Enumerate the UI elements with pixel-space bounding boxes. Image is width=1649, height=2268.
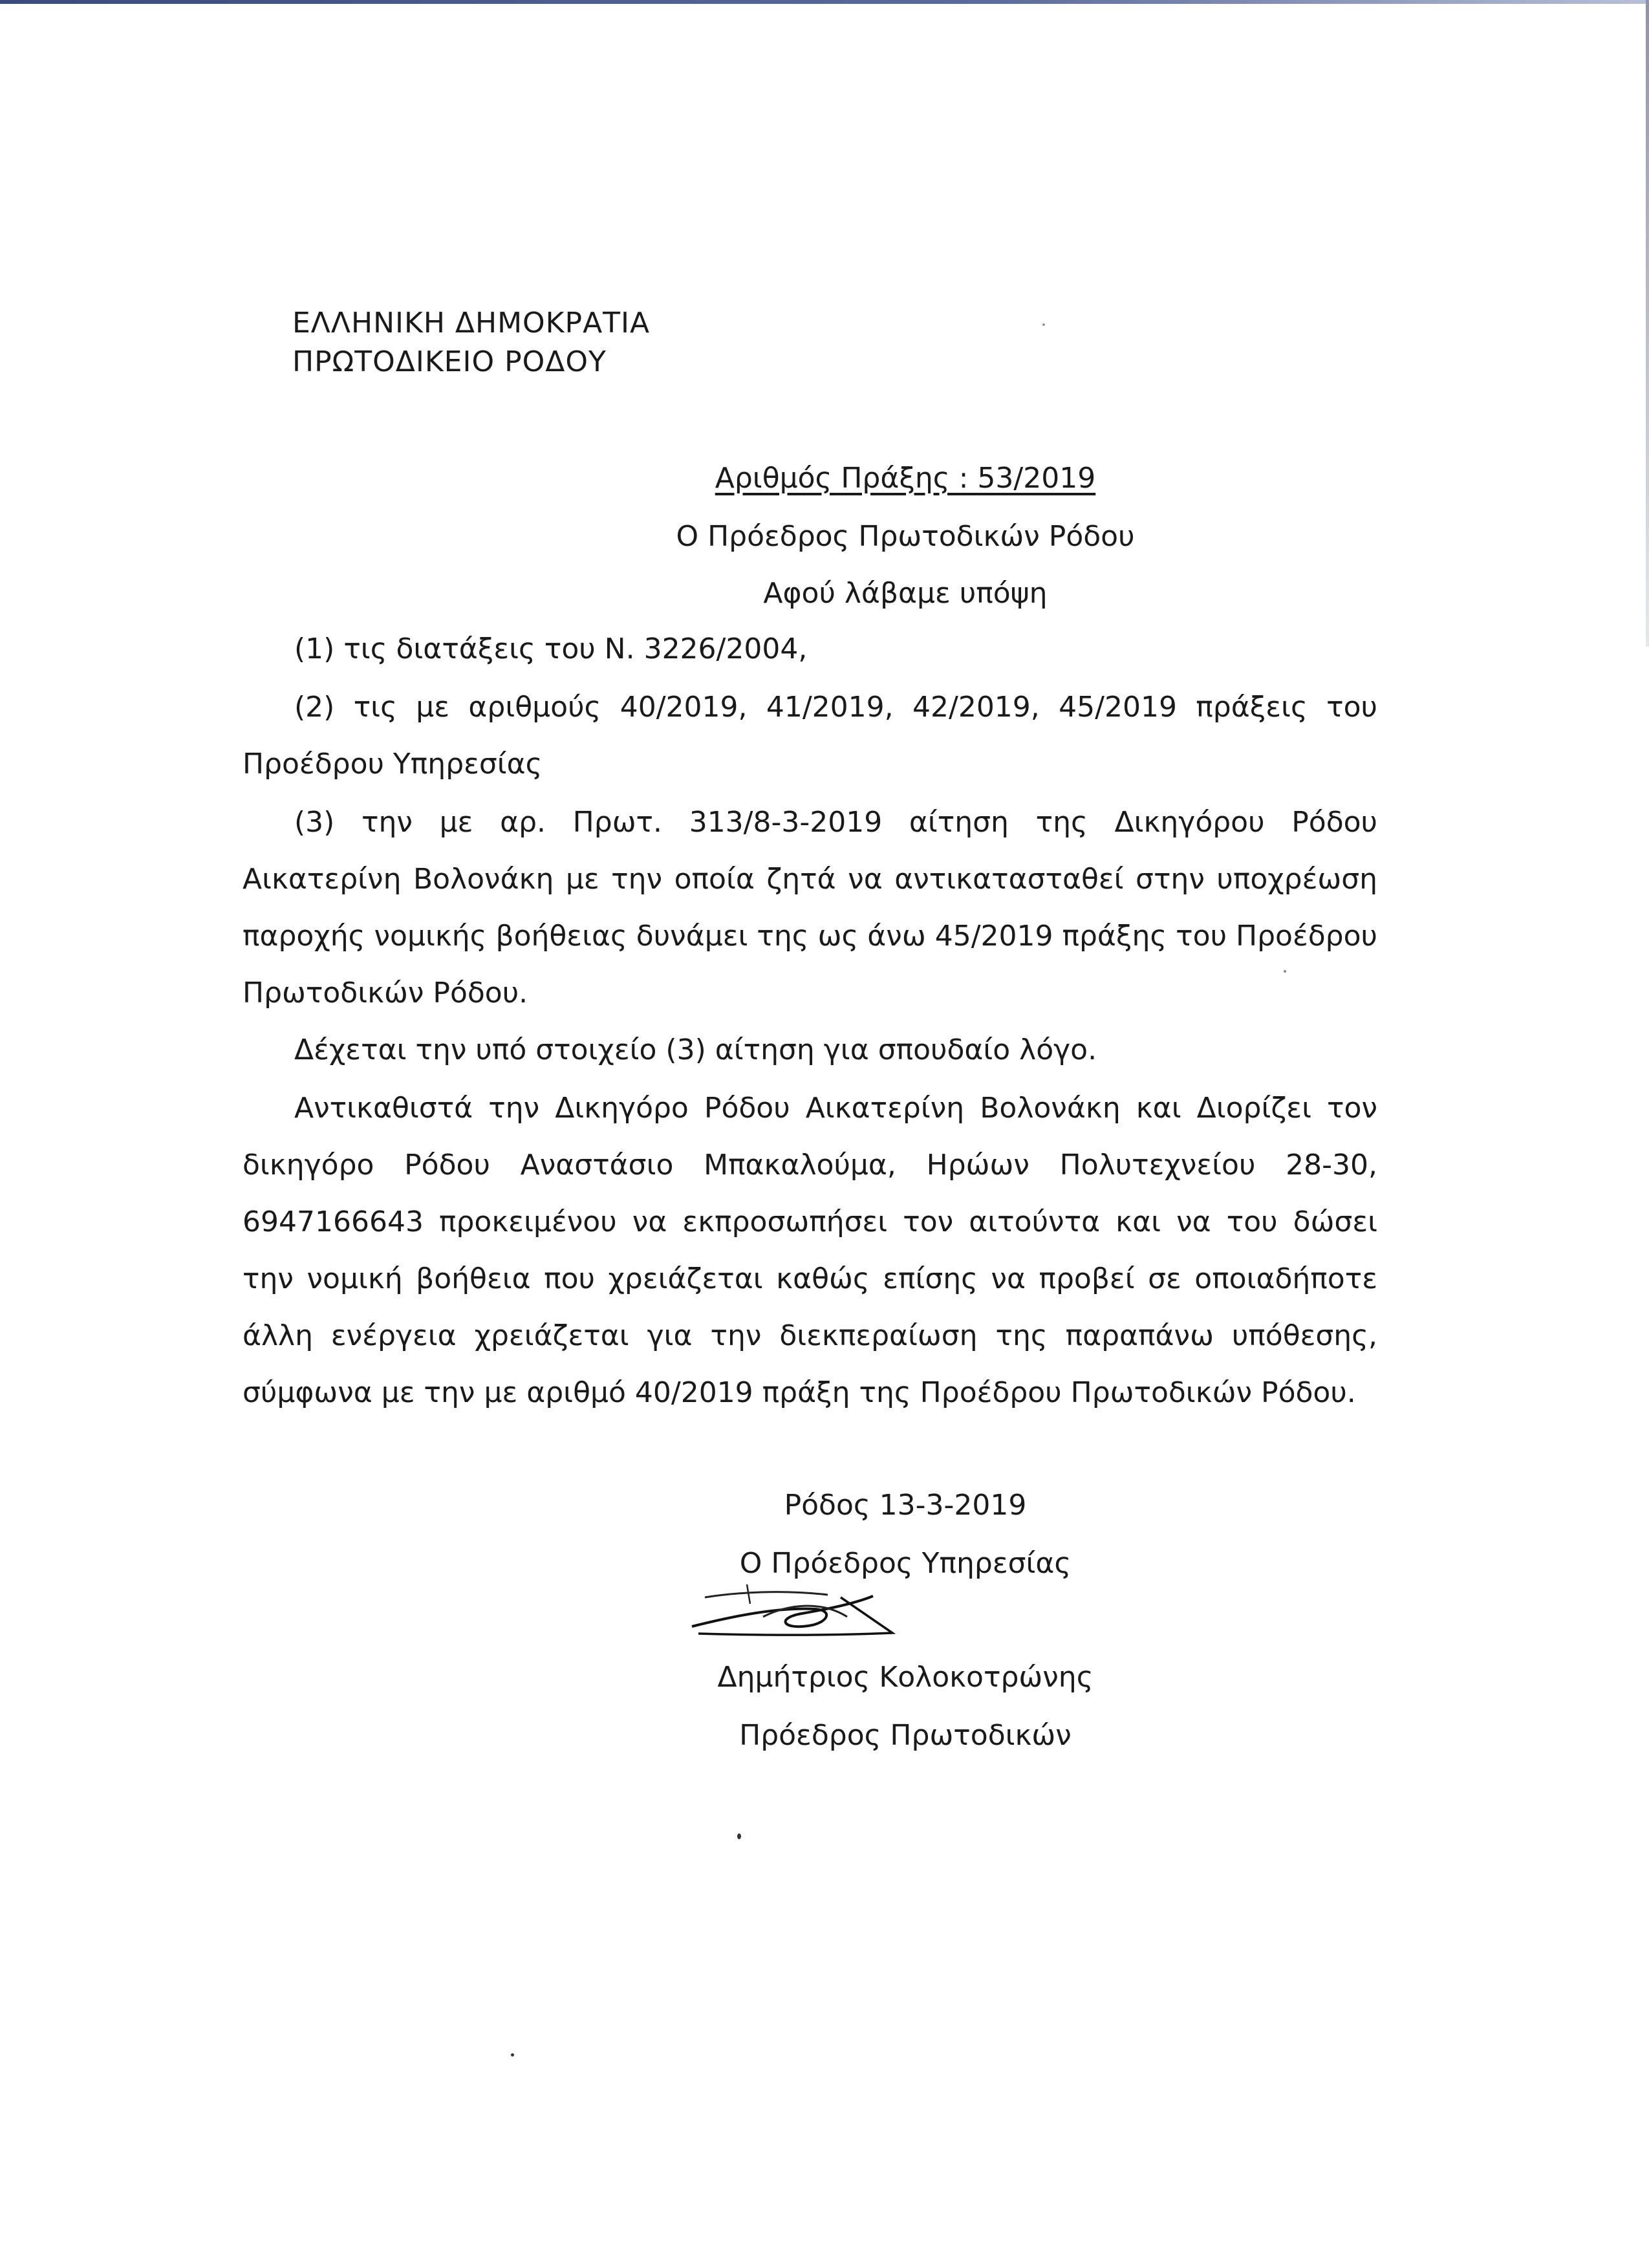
clause-3 [242,794,1377,1022]
signature-mark [679,1578,912,1649]
accepts-text: Δέχεται την υπό στοιχείο (3) αίτηση για σπουδαίο λόγο. [294,1033,1097,1066]
replaces-text: Αντικαθιστά την Δικηγόρο Ρόδου Αικατερίνη Βολονάκη και Διορίζει τον δικηγόρο Ρόδου Αναστάσιο Μπακαλούμα, Ηρώων Πολυτεχνείου 28-30, 6947166643 προκειμένου να εκπροσωπήσει τον αιτούντα και να του δώσει την νομική βοήθεια που χρειάζεται καθώς επίσης να προβεί σε οποιαδήποτε άλλη ενέργεια χρειάζεται για την διεκπεραίωση της παραπάνω υπόθεσης, σύμφωνα με την με αριθμό 40/2019 πράξη της Προέδρου Πρωτοδικών Ρόδου. [242,1092,1377,1409]
considering-line: Αφού λάβαμε υπόψη [763,577,1048,610]
service-president: Ο Πρόεδρος Υπηρεσίας [739,1547,1072,1580]
signer-title: Πρόεδρος Πρωτοδικών [739,1719,1072,1752]
scan-speck [737,1833,741,1839]
clause-2-text: (2) τις με αριθμούς 40/2019, 41/2019, 42/2019, 45/2019 πράξεις του Προέδρου Υπηρεσίας [242,691,1377,781]
act-number [0,459,1649,498]
accepts-paragraph [242,1022,1377,1079]
clause-2 [242,679,1377,793]
header-court: ΠΡΩΤΟΔΙΚΕΙΟ ΡΟΔΟΥ [292,345,607,378]
place-date: Ρόδος 13-3-2019 [784,1489,1027,1522]
clause-3-text: (3) την με αρ. Πρωτ. 313/8-3-2019 αίτηση της Δικηγόρου Ρόδου Αικατερίνη Βολονάκη με την οποία ζητά να αντικατασταθεί στην υποχρέωση παροχής νομικής βοήθειας δυνάμει της ως άνω 45/2019 πράξης του Προέδρου Πρωτοδικών Ρόδου. [242,806,1377,1010]
clause-1 [242,621,1377,678]
president-line: Ο Πρόεδρος Πρωτοδικών Ρόδου [676,520,1135,553]
scan-speck [511,2053,514,2057]
scan-speck [1042,323,1045,326]
scan-speck [1284,970,1286,973]
clause-1-text: (1) τις διατάξεις του Ν. 3226/2004, [294,632,808,665]
replaces-paragraph [242,1080,1377,1421]
document-header [292,304,650,382]
act-number-text: Αριθμός Πράξης : 53/2019 [715,462,1096,495]
signer-name: Δημήτριος Κολοκοτρώνης [717,1661,1094,1694]
header-republic: ΕΛΛΗΝΙΚΗ ΔΗΜΟΚΡΑΤΙΑ [292,307,651,340]
